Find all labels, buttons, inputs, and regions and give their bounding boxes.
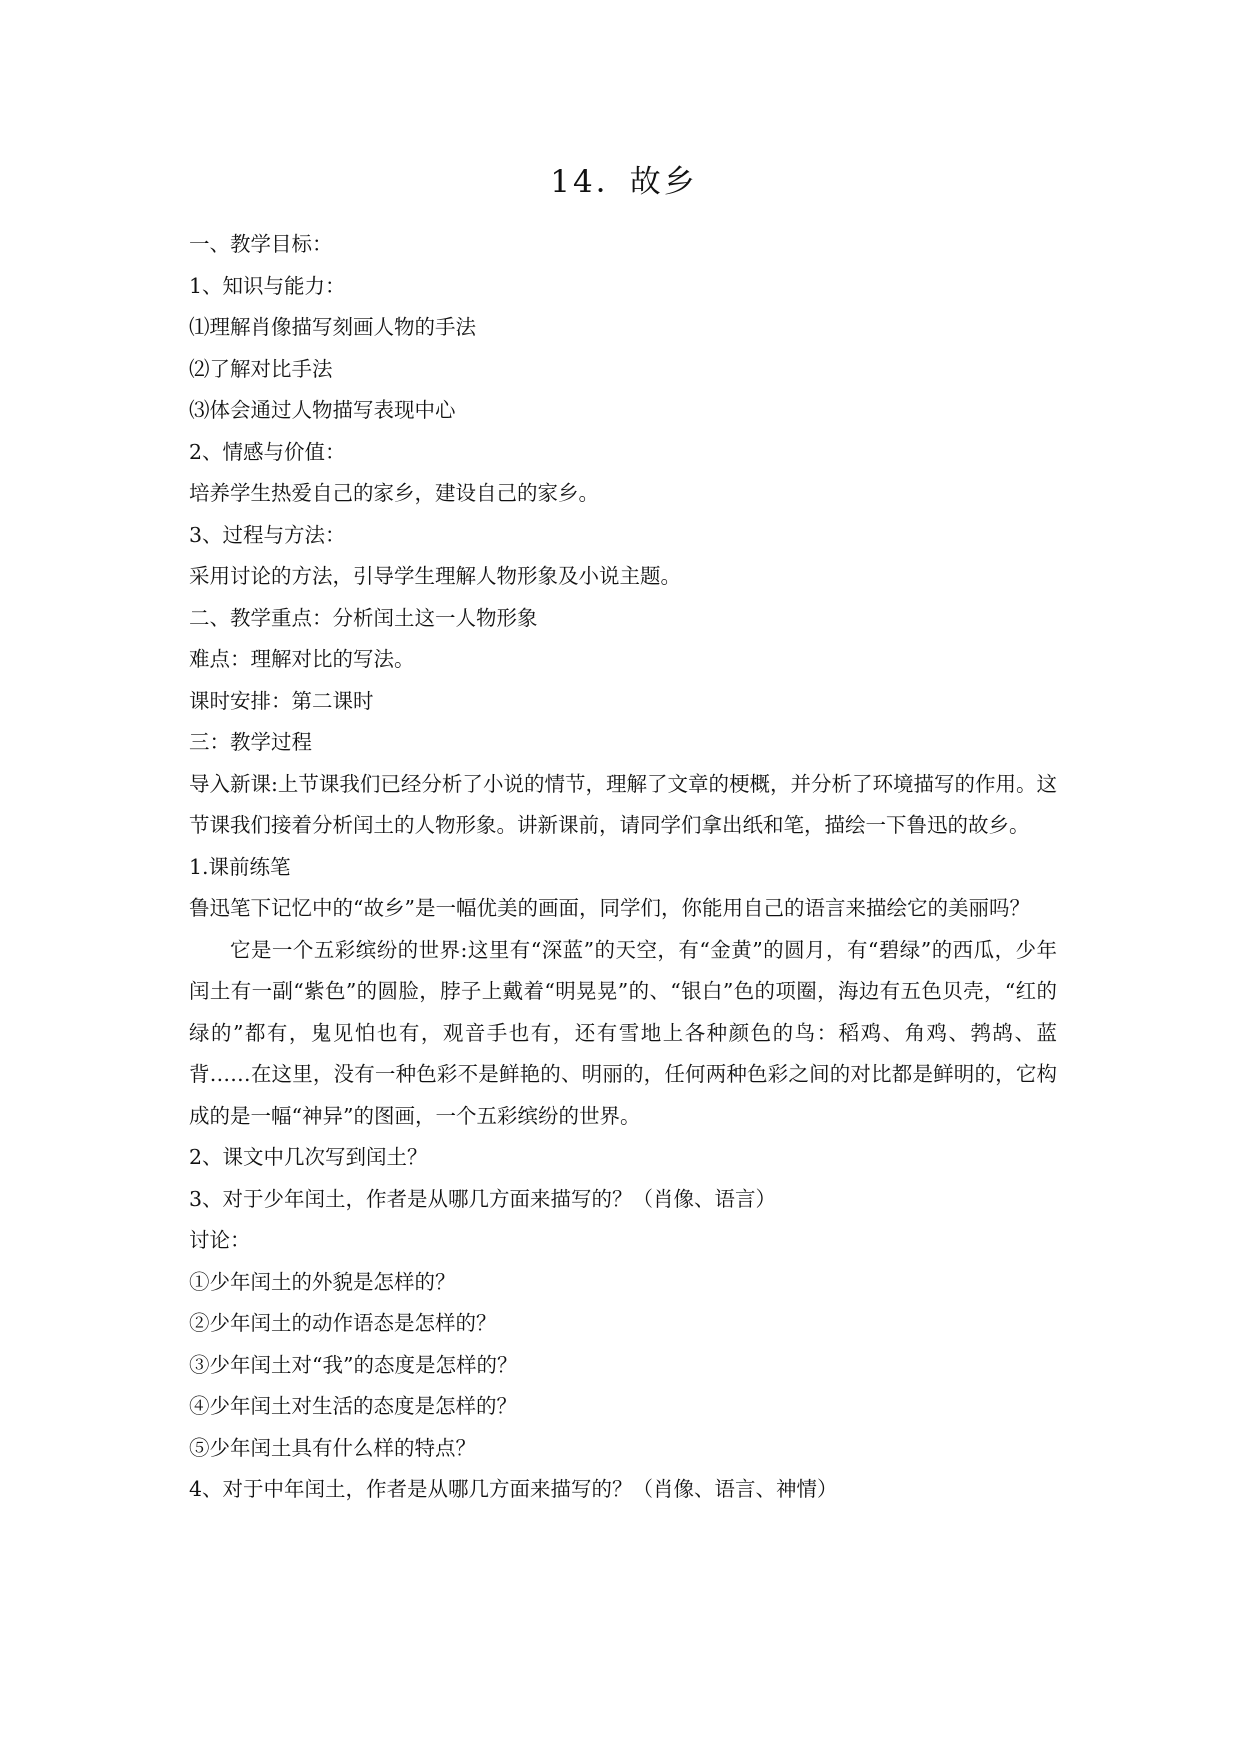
question-line: 4、对于中年闰土，作者是从哪几方面来描写的？（肖像、语言、神情） [189,1477,838,1501]
heading-teaching-focus: 二、教学重点：分析闰土这一人物形象 [189,605,538,630]
document-body [189,224,1059,1511]
heading-teaching-process: 三：教学过程 [189,730,312,754]
goal-item: 培养学生热爱自己的家乡，建设自己的家乡。 [189,481,599,505]
discussion-item: ①少年闰土的外貌是怎样的？ [189,1269,456,1294]
section1-answer: 它是一个五彩缤纷的世界:这里有“深蓝”的天空，有“金黄”的圆月，有“碧绿”的西瓜，少年闰土有一副“紫色”的圆脸，脖子上戴着“明晃晃”的、“银白”色的项圈，海边有五色贝壳，“红的绿的”都有，鬼见怕也有，观音手也有，还有雪地上各种颜色的鸟：稻鸡、角鸡、鹁鸪、蓝背……在这里，没有一种色彩不是鲜艳的、明丽的，任何两种色彩之间的对比都是鲜明的，它构成的是一幅“神异”的图画，一个五彩缤纷的世界。 [189,937,1057,1128]
subheading-process-method: 3、过程与方法： [189,522,346,547]
discussion-item: ②少年闰土的动作语态是怎样的？ [189,1311,497,1335]
document-title: 14．故乡 [550,164,698,200]
section1-heading: 1.课前练笔 [189,854,291,879]
goal-item: ⑶体会通过人物描写表现中心 [189,398,456,422]
intro-paragraph: 导入新课:上节课我们已经分析了小说的情节，理解了文章的梗概，并分析了环境描写的作用。这节课我们接着分析闰土的人物形象。讲新课前，请同学们拿出纸和笔，描绘一下鲁迅的故乡。 [189,771,1057,837]
subheading-knowledge-ability: 1、知识与能力： [189,273,346,298]
goal-item: ⑵了解对比手法 [189,356,333,381]
subheading-emotion-value: 2、情感与价值： [189,439,346,464]
question-line: 3、对于少年闰土，作者是从哪几方面来描写的？（肖像、语言） [189,1186,777,1211]
difficulty-line: 难点：理解对比的写法。 [189,647,415,671]
question-line: 2、课文中几次写到闰土？ [189,1145,428,1169]
heading-teaching-goals: 一、教学目标： [189,232,333,256]
goal-item: ⑴理解肖像描写刻画人物的手法 [189,315,476,339]
discussion-item: ③少年闰土对“我”的态度是怎样的？ [189,1352,518,1377]
goal-item: 采用讨论的方法，引导学生理解人物形象及小说主题。 [189,564,681,588]
section1-question: 鲁迅笔下记忆中的“故乡”是一幅优美的画面，同学们，你能用自己的语言来描绘它的美丽吗？ [189,896,1030,920]
discussion-label: 讨论： [189,1228,251,1252]
schedule-line: 课时安排：第二课时 [189,688,374,713]
discussion-item: ⑤少年闰土具有什么样的特点？ [189,1435,476,1460]
discussion-item: ④少年闰土对生活的态度是怎样的？ [189,1394,517,1418]
